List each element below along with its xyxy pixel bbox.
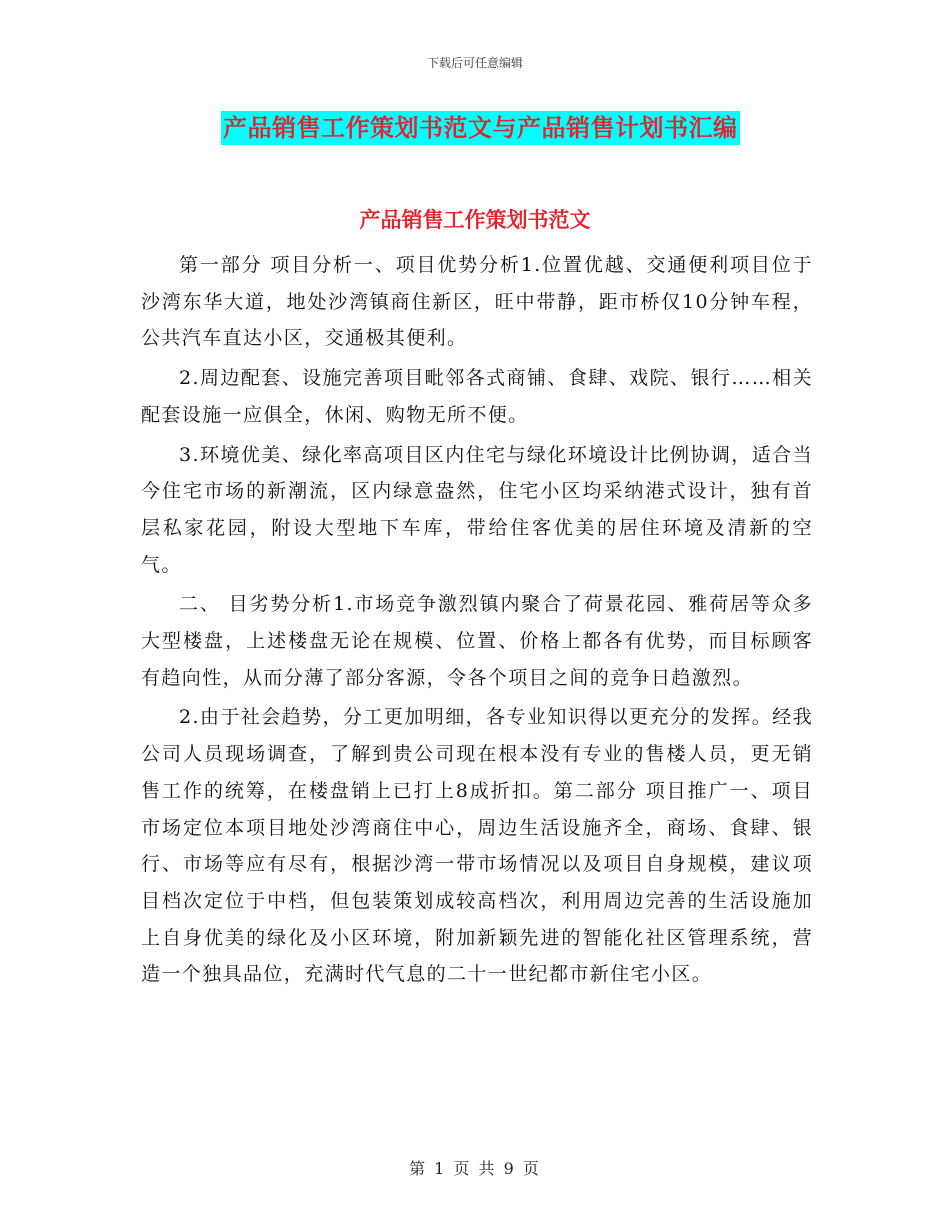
header-note: 下载后可任意编辑: [426, 56, 523, 70]
paragraph: 2.由于社会趋势，分工更加明细，各专业知识得以更充分的发挥。经我公司人员现场调查，了解到贵公司现在根本没有专业的售楼人员，更无销售工作的统筹，在楼盘销上已打上8成折扣。第二部分 项目推广一、项目市场定位本项目地处沙湾商住中心，周边生活设施齐全，商场、食肆、银行、市场等应有尽有，根据沙湾一带市场情况以及项目自身规模，建议项目档次定位于中档，但包装策划成较高档次，利用周边完善的生活设施加上自身优美的绿化及小区环境，附加新颖先进的智能化社区管理系统，营造一个独具品位，充满时代气息的二十一世纪都市新住宅小区。: [141, 706, 813, 986]
body-text: [141, 247, 813, 996]
page-footer: 第 1 页 共 9 页: [409, 1159, 541, 1178]
document-title: 产品销售工作策划书范文与产品销售计划书汇编: [221, 111, 740, 145]
paragraph: 第一部分 项目分析一、项目优势分析1.位置优越、交通便利项目位于沙湾东华大道，地处沙湾镇商住新区，旺中带静，距市桥仅10分钟车程，公共汽车直达小区，交通极其便利。: [141, 254, 813, 350]
paragraph: 3.环境优美、绿化率高项目区内住宅与绿化环境设计比例协调，适合当今住宅市场的新潮流，区内绿意盎然，住宅小区均采纳港式设计，独有首层私家花园，附设大型地下车库，带给住客优美的居住环境及清新的空气。: [141, 443, 813, 576]
paragraph: 2.周边配套、设施完善项目毗邻各式商铺、食肆、戏院、银行……相关配套设施一应俱全，休闲、购物无所不便。: [141, 367, 813, 426]
paragraph: 二、 目劣势分析1.市场竞争激烈镇内聚合了荷景花园、雅荷居等众多大型楼盘，上述楼盘无论在规模、位置、价格上都各有优势，而目标顾客有趋向性，从而分薄了部分客源，令各个项目之间的竞争日趋激烈。: [141, 593, 813, 689]
section-title: 产品销售工作策划书范文: [359, 207, 591, 232]
